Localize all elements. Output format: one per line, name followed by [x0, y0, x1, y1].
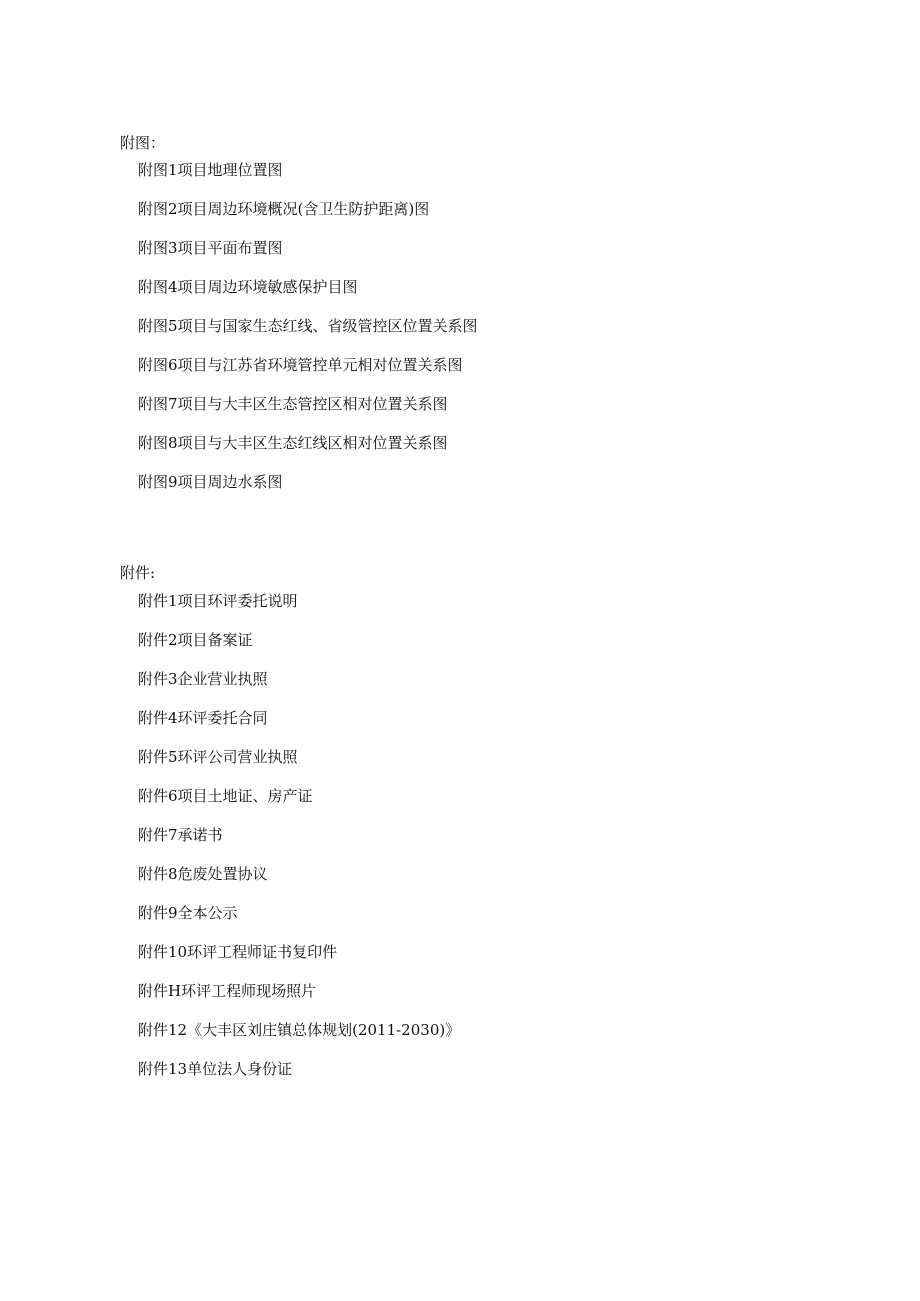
- attachment-item: 附件5环评公司营业执照: [138, 748, 298, 766]
- attachment-item: 附件8危废处置协议: [138, 865, 268, 883]
- figure-item: 附图3项目平面布置图: [138, 239, 283, 257]
- figure-item: 附图2项目周边环境概况(含卫生防护距离)图: [138, 200, 430, 218]
- attachments-section: [120, 563, 880, 1079]
- figures-section: [120, 133, 880, 492]
- attachment-item: 附件H环评工程师现场照片: [138, 982, 317, 1000]
- figures-list: [120, 160, 880, 492]
- attachment-item: 附件3企业营业执照: [138, 670, 268, 688]
- attachments-list: [120, 591, 880, 1079]
- figure-item: 附图4项目周边环境敏感保护目图: [138, 278, 358, 296]
- attachment-item: 附件10环评工程师证书复印件: [138, 943, 338, 961]
- figure-item: 附图9项目周边水系图: [138, 473, 283, 491]
- attachment-item: 附件12《大丰区刘庄镇总体规划(2011-2030)》: [138, 1021, 461, 1039]
- figure-item: 附图5项目与国家生态红线、省级管控区位置关系图: [138, 317, 478, 335]
- attachment-item: 附件1项目环评委托说明: [138, 592, 298, 610]
- attachments-heading: 附件:: [120, 564, 156, 582]
- attachment-item: 附件6项目土地证、房产证: [138, 787, 313, 805]
- attachment-item: 附件9全本公示: [138, 904, 238, 922]
- figure-item: 附图7项目与大丰区生态管控区相对位置关系图: [138, 395, 448, 413]
- figure-item: 附图6项目与江苏省环境管控单元相对位置关系图: [138, 356, 463, 374]
- figure-item: 附图8项目与大丰区生态红线区相对位置关系图: [138, 434, 448, 452]
- figures-heading: 附图：: [120, 134, 166, 152]
- attachment-item: 附件2项目备案证: [138, 631, 253, 649]
- attachment-item: 附件4环评委托合同: [138, 709, 268, 727]
- attachment-item: 附件13单位法人身份证: [138, 1060, 293, 1078]
- figure-item: 附图1项目地理位置图: [138, 161, 283, 179]
- attachment-item: 附件7承诺书: [138, 826, 223, 844]
